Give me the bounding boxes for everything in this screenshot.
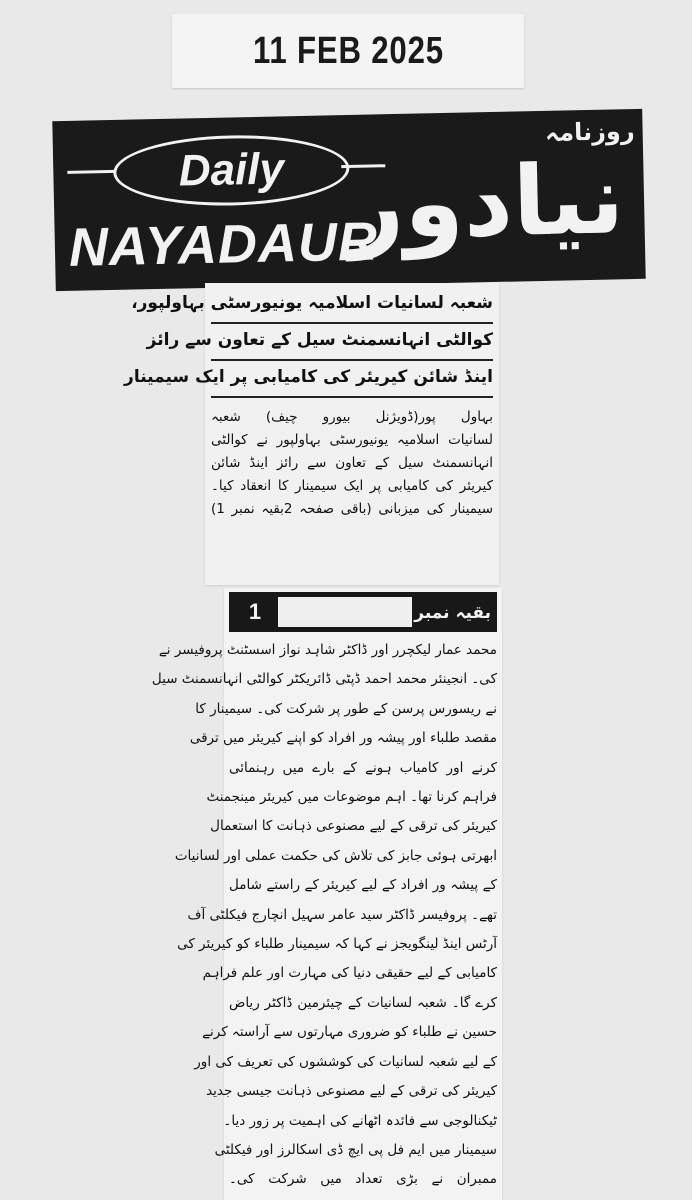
continuation-line: حسین نے طلباء کو ضروری مہارتوں سے آراستہ کرنے <box>202 1024 497 1041</box>
continuation-line: کیریئر کی ترقی کے لیے مصنوعی ذہانت کا استعمال <box>210 818 497 835</box>
article-line: کیریئر کی کامیابی پر ایک سیمینار کا انعقاد کیا۔ <box>211 478 493 494</box>
clipping-date: 11 FEB 2025 <box>252 29 444 72</box>
continuation-line: مقصد طلباء اور پیشہ ور افراد کو اپنے کیریئر میں ترقی <box>189 730 497 747</box>
continuation-header <box>229 592 497 632</box>
continuation-line: کے لیے شعبہ لسانیات کی کوششوں کی تعریف کی اور <box>194 1053 497 1070</box>
continuation-line: کرنے اور کامیاب ہونے کے بارے میں رہنمائی <box>229 759 497 776</box>
continuation-line: ٹیکنالوجی سے فائدہ اٹھانے کی اہمیت پر زور دیا۔ <box>223 1112 497 1129</box>
masthead-name-urdu: نیادور <box>347 143 626 261</box>
continuation-line: سیمینار میں ایم فل پی ایچ ڈی اسکالرز اور فیکلٹی <box>214 1141 497 1158</box>
continuation-body <box>151 636 497 1195</box>
continuation-line: کیریئر کی ترقی کے لیے مصنوعی ذہانت جیسی جدید <box>206 1083 497 1100</box>
masthead-roznama: روزنامہ <box>544 117 635 147</box>
continuation-line: ابھرتی ہوئی جابز کی تلاش کی حکمت عملی اور لسانیات <box>174 847 497 864</box>
date-stamp <box>172 14 524 88</box>
article-body <box>211 406 493 521</box>
continuation-line: آرٹس اینڈ لینگویجز نے کہا کہ سیمینار طلباء کو کیریئر کی <box>177 936 497 953</box>
continuation-line: کی۔ انجینئر محمد احمد ڈپٹی ڈائریکٹر کوالٹی انہانسمنٹ سیل <box>151 671 497 688</box>
continuation-clipping <box>151 588 502 1200</box>
article-clipping <box>124 283 499 585</box>
daily-oval-logo <box>113 133 350 208</box>
continuation-line: فراہم کرنا تھا۔ اہم موضوعات میں کیریئر مینجمنٹ <box>206 789 497 806</box>
masthead-rule-left <box>67 170 115 174</box>
masthead-name-english: NAYADAUR <box>68 211 379 278</box>
continuation-line: محمد عمار لیکچرر اور ڈاکٹر شاہد نواز اسسٹنٹ پروفیسر نے <box>158 642 497 658</box>
headline-line-3: اینڈ شائن کیریئر کی کامیابی پر ایک سیمینار <box>211 361 493 398</box>
headline-line-2: کوالٹی انہانسمنٹ سیل کے تعاون سے رائز <box>211 324 493 361</box>
headline-line-1: شعبہ لسانیات اسلامیہ یونیورسٹی بہاولپور، <box>211 287 493 324</box>
continuation-label: بقیہ نمبر <box>414 602 491 623</box>
continuation-blank-box <box>278 597 412 627</box>
article-line: سیمینار کی میزبانی (باقی صفحہ 2بقیہ نمبر 1) <box>211 501 494 517</box>
continuation-line: کامیابی کے لیے حقیقی دنیا کی مہارت اور علم فراہم <box>202 965 497 982</box>
article-line: انہانسمنٹ سیل کے تعاون سے رائز اینڈ شائن <box>211 455 493 471</box>
article-line: بہاول پور(ڈویژنل بیورو چیف) شعبہ <box>211 409 493 425</box>
continuation-number: 1 <box>248 599 262 624</box>
continuation-line: کے پیشہ ور افراد کے لیے کیریئر کے راستے شامل <box>229 877 497 894</box>
masthead-daily: Daily <box>178 144 285 196</box>
continuation-line: کرے گا۔ شعبہ لسانیات کے چیئرمین ڈاکٹر ریاض <box>229 994 497 1011</box>
article-line: لسانیات اسلامیہ یونیورسٹی بہاولپور نے کوالٹی <box>211 432 493 448</box>
newspaper-masthead <box>52 109 645 291</box>
continuation-line: ممبران نے بڑی تعداد میں شرکت کی۔ <box>229 1171 497 1188</box>
continuation-line: تھے۔ پروفیسر ڈاکٹر سید عامر سہیل انچارج فیکلٹی آف <box>187 906 497 923</box>
continuation-line: نے ریسورس پرسن کے طور پر شرکت کی۔ سیمینار کا <box>195 700 497 717</box>
